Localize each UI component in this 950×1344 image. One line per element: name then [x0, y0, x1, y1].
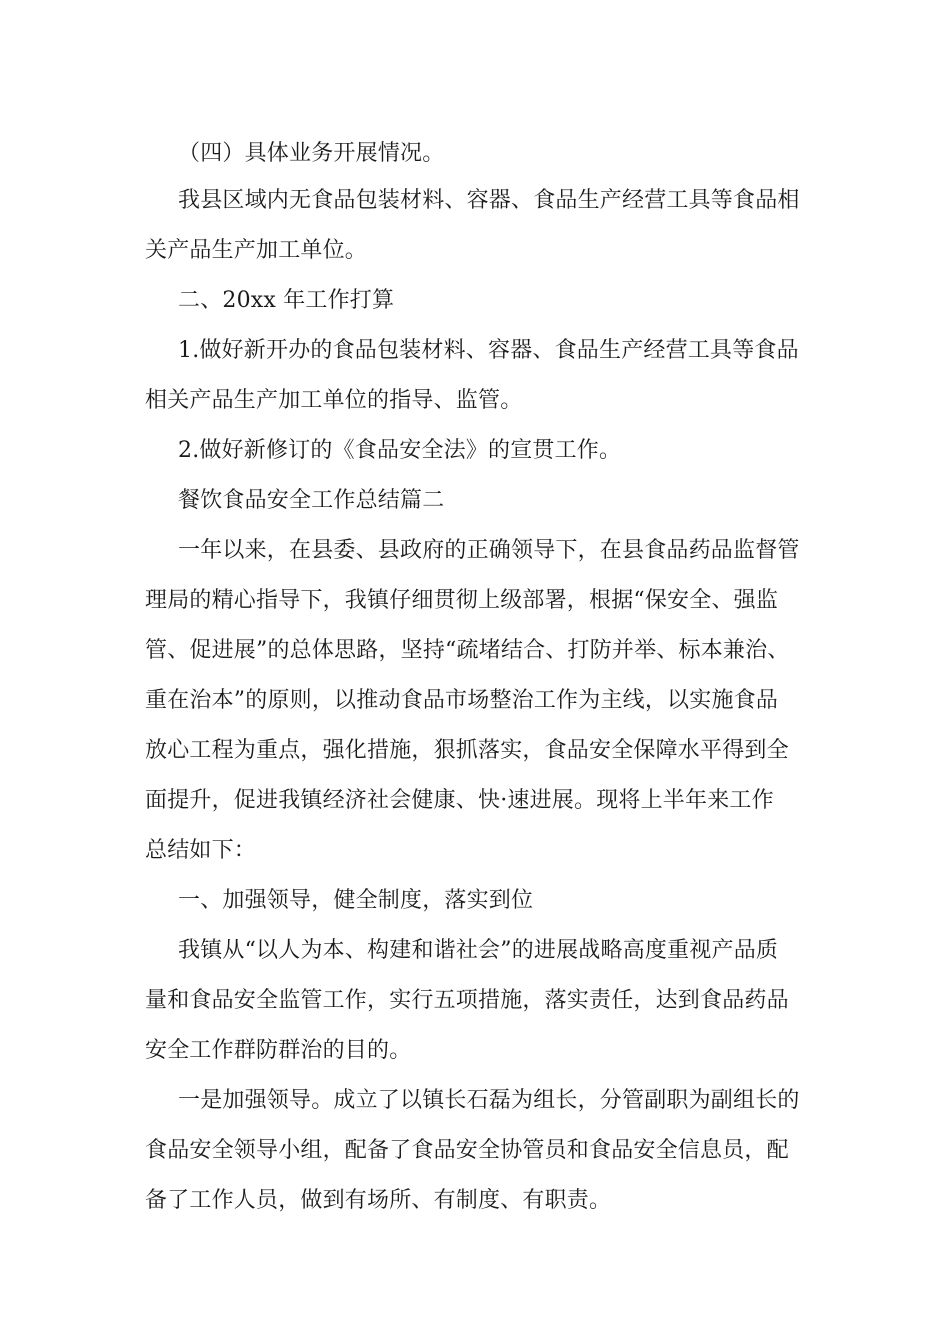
article-title: 餐饮食品安全工作总结篇二	[178, 488, 445, 513]
section-heading-leadership: 一、加强领导，健全制度，落实到位	[178, 888, 534, 913]
paragraph-line: 备了工作人员，做到有场所、有制度、有职责。	[145, 1188, 612, 1213]
paragraph-line: 关产品生产加工单位。	[145, 238, 368, 263]
paragraph-line: 面提升，促进我镇经济社会健康、快·速进展。现将上半年来工作	[145, 788, 774, 813]
paragraph-line: 食品安全领导小组，配备了食品安全协管员和食品安全信息员，配	[145, 1138, 789, 1163]
paragraph-line: 一年以来，在县委、县政府的正确领导下，在县食品药品监督管	[178, 538, 800, 563]
paragraph-line: 我镇从“以人为本、构建和谐社会”的进展战略高度重视产品质	[178, 938, 779, 963]
section-heading-work-plan: 二、20xx 年工作打算	[178, 288, 395, 313]
paragraph-line: 理局的精心指导下，我镇仔细贯彻上级部署，根据“保安全、强监	[145, 588, 779, 613]
paragraph-line: 重在治本”的原则，以推动食品市场整治工作为主线，以实施食品	[145, 688, 779, 713]
paragraph-line: 2.做好新修订的《食品安全法》的宣贯工作。	[178, 438, 622, 463]
paragraph-line: 放心工程为重点，强化措施，狠抓落实，食品安全保障水平得到全	[145, 738, 789, 763]
paragraph-line: 量和食品安全监管工作，实行五项措施，落实责任，达到食品药品	[145, 988, 789, 1013]
paragraph-line: 管、促进展”的总体思路，坚持“疏堵结合、打防并举、标本兼治、	[145, 638, 790, 663]
paragraph-line: 我县区域内无食品包装材料、容器、食品生产经营工具等食品相	[178, 188, 800, 213]
paragraph-line: 相关产品生产加工单位的指导、监管。	[145, 388, 523, 413]
section-heading-specific-business: （四）具体业务开展情况。	[178, 141, 445, 166]
paragraph-line: 1.做好新开办的食品包装材料、容器、食品生产经营工具等食品	[178, 338, 799, 363]
paragraph-line: 一是加强领导。成立了以镇长石磊为组长，分管副职为副组长的	[178, 1088, 800, 1113]
paragraph-line: 总结如下：	[145, 838, 257, 863]
paragraph-line: 安全工作群防群治的目的。	[145, 1038, 412, 1063]
